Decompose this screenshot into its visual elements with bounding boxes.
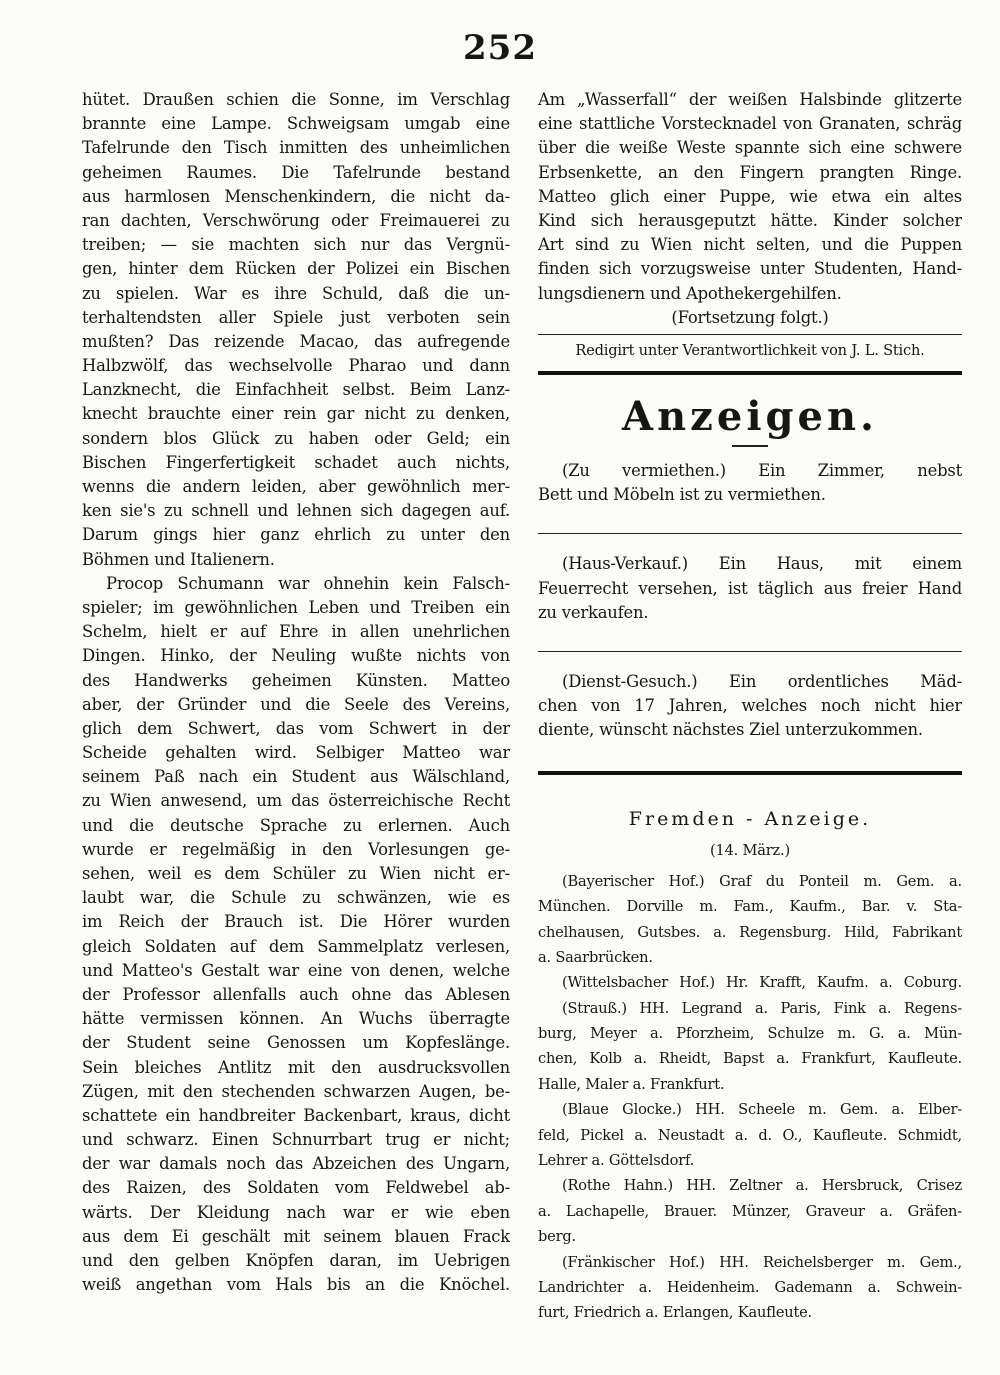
text-line: Procop Schumann war ohnehin kein Falsch-: [106, 573, 510, 593]
text-line: spieler; im gewöhnlichen Leben und Treiben ein: [82, 597, 510, 617]
text-line: Böhmen und Italienern.: [82, 549, 275, 569]
text-line: Dingen. Hinko, der Neuling wußte nichts von: [82, 646, 510, 666]
text-line: (Blaue Glocke.) HH. Scheele m. Gem. a. Elber-: [562, 1101, 962, 1119]
text-line: Scheide gehalten wird. Selbiger Matteo war: [82, 743, 510, 763]
list-item: [538, 1097, 962, 1173]
text-line: Matteo glich einer Puppe, wie etwa ein altes: [538, 186, 962, 206]
text-line: Lehrer a. Göttelsdorf.: [538, 1152, 695, 1170]
text-line: (Haus-Verkauf.) Ein Haus, mit einem: [562, 554, 962, 574]
text-line: chen von 17 Jahren, welches noch nicht hier: [538, 696, 962, 716]
text-line: chen, Kolb a. Rheidt, Bapst a. Frankfurt, Kaufleute.: [538, 1050, 962, 1068]
text-line: und schwarz. Einen Schnurrbart trug er nicht;: [82, 1130, 510, 1150]
text-line: wurde er regelmäßig in den Vorlesungen ge-: [82, 839, 510, 859]
text-line: furt, Friedrich a. Erlangen, Kaufleute.: [538, 1304, 812, 1322]
text-line: (Zu vermiethen.) Ein Zimmer, nebst: [562, 461, 962, 481]
text-line: Art sind zu Wien nicht selten, und die Puppen: [538, 235, 962, 255]
text-line: treiben; — sie machten sich nur das Vergnü-: [82, 235, 510, 255]
text-line: schattete ein handbreiter Backenbart, kraus, dicht: [82, 1105, 510, 1125]
text-line: gleich Soldaten auf dem Sammelplatz verlesen,: [82, 936, 510, 956]
list-item: [538, 996, 962, 1098]
text-line: ken sie's zu schnell und lehnen sich dagegen auf.: [82, 501, 510, 521]
text-line: (Fränkischer Hof.) HH. Reichelsberger m. Gem.,: [562, 1253, 962, 1271]
list-item: [538, 1250, 962, 1326]
text-line: (Strauß.) HH. Legrand a. Paris, Fink a. Regens-: [562, 999, 962, 1017]
text-line: knecht brauchte einer rein gar nicht zu denken,: [82, 404, 510, 424]
text-line: Darum gings hier ganz ehrlich zu unter den: [82, 525, 510, 545]
text-line: berg.: [538, 1228, 576, 1246]
text-line: Landrichter a. Heidenheim. Gademann a. Schwein-: [538, 1279, 962, 1296]
text-line: a. Saarbrücken.: [538, 948, 653, 966]
text-line: (Bayerischer Hof.) Graf du Ponteil m. Gem. a.: [562, 872, 962, 890]
ad-block: [538, 552, 962, 625]
text-line: sondern blos Glück zu haben oder Geld; ein: [82, 428, 510, 448]
continuation-note: (Fortsetzung folgt.): [671, 307, 829, 327]
text-line: Am „Wasserfall“ der weißen Halsbinde glitzerte: [538, 90, 962, 109]
ad-block: [538, 459, 962, 507]
text-line: aus dem Ei geschält mit seinem blauen Frack: [82, 1226, 510, 1246]
text-line: eine stattliche Vorstecknadel von Granaten, schräg: [538, 114, 962, 134]
text-line: finden sich vorzugsweise unter Studenten, Hand-: [538, 259, 962, 279]
text-line: und den gelben Knöpfen daran, im Uebrigen: [82, 1251, 510, 1270]
text-line: Sein bleiches Antlitz mit den ausdrucksvollen: [82, 1057, 510, 1077]
ad-block: [538, 670, 962, 743]
text-line: wenns die andern leiden, aber gewöhnlich mer-: [82, 477, 510, 496]
text-line: wärts. Der Kleidung nach war er wie eben: [82, 1202, 510, 1222]
text-line: aber, der Gründer und die Seele des Vereins,: [82, 694, 510, 714]
text-line: und Matteo's Gestalt war eine von denen, welche: [82, 960, 510, 980]
text-line: diente, wünscht nächstes Ziel unterzukommen.: [538, 720, 923, 740]
text-line: burg, Meyer a. Pforzheim, Schulze m. G. a. Mün-: [538, 1025, 962, 1043]
text-line: lungsdienern und Apothekergehilfen.: [538, 283, 842, 303]
divider: [538, 651, 962, 652]
text-line: (Dienst-Gesuch.) Ein ordentliches Mäd-: [562, 672, 962, 691]
text-line: des Handwerks geheimen Künsten. Matteo: [82, 670, 510, 690]
divider: [538, 334, 962, 335]
text-line: des Raizen, des Soldaten vom Feldwebel ab-: [82, 1178, 510, 1198]
text-line: der Student seine Genossen um Kopfeslänge.: [82, 1033, 510, 1053]
text-line: chelhausen, Gutsbes. a. Regensburg. Hild, Fabrikant: [538, 923, 962, 941]
fremden-heading: Fremden - Anzeige.: [628, 807, 872, 830]
ads-heading: Anzeigen.: [622, 393, 878, 441]
text-line: gen, hinter dem Rücken der Polizei ein Bischen: [82, 259, 510, 279]
text-line: München. Dorville m. Fam., Kaufm., Bar. v. Sta-: [538, 898, 962, 916]
text-line: mußten? Das reizende Macao, das aufregende: [82, 331, 510, 351]
text-line: Kind sich herausgeputzt hätte. Kinder solcher: [538, 210, 962, 230]
text-line: Feuerrecht versehen, ist täglich aus freier Hand: [538, 578, 962, 598]
text-line: (Wittelsbacher Hof.) Hr. Krafft, Kaufm. a. Coburg.: [562, 974, 962, 992]
list-item: [538, 869, 962, 971]
fremden-date: (14. März.): [710, 841, 790, 859]
text-line: Lanzknecht, die Einfachheit selbst. Beim Lanz-: [82, 380, 510, 400]
text-line: Zügen, mit den stechenden schwarzen Augen, be-: [82, 1081, 510, 1101]
text-line: Halle, Maler a. Frankfurt.: [538, 1075, 725, 1093]
fremden-list: [538, 869, 962, 1326]
text-line: Erbsenkette, an den Fingern prangten Ringe.: [538, 162, 962, 182]
text-line: geheimen Raumes. Die Tafelrunde bestand: [82, 162, 510, 182]
text-line: hütet. Draußen schien die Sonne, im Verschlag: [82, 90, 510, 109]
list-item: [538, 1173, 962, 1249]
text-line: der Professor allenfalls auch ohne das Ablesen: [82, 984, 510, 1004]
editor-note: Redigirt unter Verantwortlichkeit von J. L. Stich.: [575, 341, 925, 359]
text-line: Tafelrunde den Tisch inmitten des unheimlichen: [82, 138, 510, 158]
text-line: glich dem Schwert, das vom Schwert in der: [82, 718, 510, 738]
divider: [538, 533, 962, 534]
text-line: Halbzwölf, das wechselvolle Pharao und dann: [82, 356, 510, 376]
text-line: aus harmlosen Menschenkindern, die nicht da-: [82, 186, 510, 206]
text-line: a. Lachapelle, Brauer. Münzer, Graveur a. Gräfen-: [538, 1202, 962, 1220]
right-column: [538, 88, 962, 1326]
text-line: der war damals noch das Abzeichen des Ungarn,: [82, 1154, 510, 1174]
text-line: weiß angethan vom Hals bis an die Knöchel.: [82, 1275, 510, 1295]
page-number: 252: [463, 28, 537, 68]
text-line: über die weiße Weste spannte sich eine schwere: [538, 138, 962, 158]
text-line: seinem Paß nach ein Student aus Wälschland,: [82, 767, 510, 787]
list-item: [538, 970, 962, 995]
text-line: (Rothe Hahn.) HH. Zeltner a. Hersbruck, Crisez: [562, 1177, 962, 1195]
text-line: feld, Pickel a. Neustadt a. d. O., Kaufleute. Schmidt,: [538, 1126, 962, 1144]
text-line: laubt war, die Schule zu schwänzen, wie es: [82, 888, 510, 908]
text-line: Bischen Fingerfertigkeit schadet auch nichts,: [82, 452, 510, 472]
text-line: sehen, weil es dem Schüler zu Wien nicht er-: [82, 864, 510, 883]
text-line: Schelm, hielt er auf Ehre in allen unehrlichen: [82, 622, 510, 642]
text-line: terhaltendsten aller Spiele just verboten sein: [82, 307, 510, 327]
text-line: brannte eine Lampe. Schweigsam umgab eine: [82, 114, 510, 134]
text-line: zu Wien anwesend, um das österreichische Recht: [82, 791, 510, 811]
text-line: hätte vermissen können. An Wuchs überragte: [82, 1009, 510, 1029]
text-line: im Reich der Brauch ist. Die Hörer wurden: [82, 912, 510, 932]
left-column: [82, 88, 510, 1297]
text-line: zu spielen. War es ihre Schuld, daß die un-: [82, 283, 510, 303]
text-line: ran dachten, Verschwörung oder Freimauerei zu: [82, 210, 510, 230]
text-line: und die deutsche Sprache zu erlernen. Auch: [82, 815, 510, 835]
story-continuation: [538, 88, 962, 330]
text-line: zu verkaufen.: [538, 602, 649, 622]
text-line: Bett und Möbeln ist zu vermiethen.: [538, 485, 826, 505]
